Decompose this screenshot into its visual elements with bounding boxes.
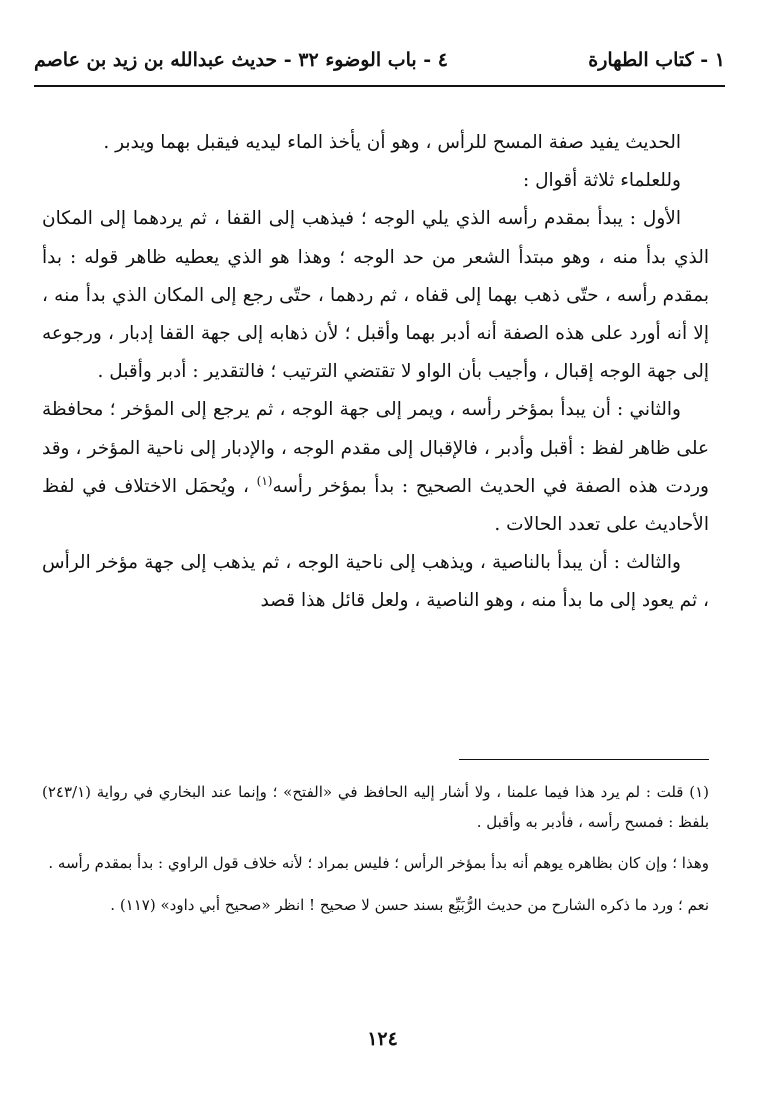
second-opinion-text: والثاني : أن يبدأ بمؤخر رأسه ، ويمر إلى جهة الوجه ، ثم يرجع إلى المؤخر ؛ محافظة على ظاهر لفظ : أقبل وأدبر ، فالإقبال إلى مقدم الوجه ، والإدبار إلى ناحية المؤخر ، وقد وردت هذه الصفة في الحديث الصحيح : بدأ بمؤخر رأسه	[42, 399, 709, 497]
footnote-1: (١) قلت : لم يرد هذا فيما علمنا ، ولا أشار إليه الحافظ في «الفتح» ؛ وإنما عند البخاري في رواية (٢٤٣/١) بلفظ : فمسح رأسه ، فأدبر به وأقبل .	[42, 783, 709, 831]
footnote-reference-1[interactable]: (١)	[256, 473, 273, 488]
footnote-divider	[459, 759, 709, 760]
second-opinion-text-end: ، ويُحمَل الاختلاف في لفظ الأحاديث على تعدد الحالات .	[42, 475, 709, 536]
header-book-title: ١ - كتاب الطهارة	[588, 49, 725, 71]
paragraph-second-opinion	[42, 391, 709, 544]
paragraph-third-opinion: والثالث : أن يبدأ بالناصية ، ويذهب إلى ناحية الوجه ، ثم يذهب إلى جهة مؤخر الرأس ، ثم يعود إلى ما بدأ منه ، وهو الناصية ، ولعل قائل هذا قصد	[42, 552, 709, 612]
header-divider	[34, 85, 725, 87]
page-number: ١٢٤	[367, 1028, 398, 1050]
footnote-1-continuation-b: نعم ؛ ورد ما ذكره الشارح من حديث الرُّبَيِّع بسند حسن لا صحيح ! انظر «صحيح أبي داود» (١١٧) .	[110, 895, 709, 914]
running-header	[34, 40, 725, 80]
footnote-1-continuation-a: وهذا ؛ وإن كان بظاهره يوهم أنه بدأ بمؤخر الرأس ؛ فليس بمراد ؛ لأنه خلاف قول الراوي : بدأ بمقدم رأسه .	[48, 854, 709, 872]
main-text	[42, 124, 709, 621]
header-chapter-title: ٤ - باب الوضوء ٣٢ - حديث عبدالله بن زيد بن عاصم	[34, 49, 449, 71]
paragraph-three-opinions: وللعلماء ثلاثة أقوال :	[522, 170, 681, 192]
paragraph-intro: الحديث يفيد صفة المسح للرأس ، وهو أن يأخذ الماء ليديه فيقبل بهما ويدبر .	[103, 132, 681, 153]
footnotes	[42, 778, 709, 932]
paragraph-first-opinion: الأول : يبدأ بمقدم رأسه الذي يلي الوجه ؛ فيذهب إلى القفا ، ثم يردهما إلى المكان الذي بدأ منه ، وهو مبتدأ الشعر من حد الوجه ؛ وهذا هو الذي يعطيه ظاهر قوله : بدأ بمقدم رأسه ، حتّى ذهب بهما إلى قفاه ، ثم ردهما ، حتّى رجع إلى المكان الذي بدأ منه ، إلا أنه أورد على هذه الصفة أنه أدبر بهما وأقبل ؛ لأن ذهابه إلى جهة القفا إدبار ، ورجوعه إلى جهة الوجه إقبال ، وأجيب بأن الواو لا تقتضي الترتيب ؛ فالتقدير : أدبر وأقبل .	[42, 208, 709, 383]
